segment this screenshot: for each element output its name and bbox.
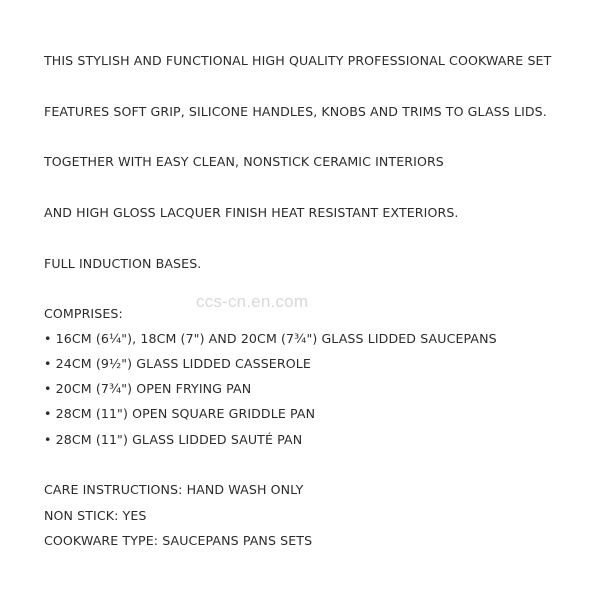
description-line-3: TOGETHER WITH EASY CLEAN, NONSTICK CERAMIC INTERIORS [44,154,444,169]
description-line-2: FEATURES SOFT GRIP, SILICONE HANDLES, KNOBS AND TRIMS TO GLASS LIDS. [44,104,547,119]
description-line-1: THIS STYLISH AND FUNCTIONAL HIGH QUALITY PROFESSIONAL COOKWARE SET [44,53,552,68]
care-instructions: CARE INSTRUCTIONS: HAND WASH ONLY [44,482,304,497]
comprises-item: • 24CM (9½") GLASS LIDDED CASSEROLE [44,356,311,371]
watermark: ccs-cn.en.com [196,292,309,311]
comprises-item: • 16CM (6¼"), 18CM (7") AND 20CM (7¾") GLASS LIDDED SAUCEPANS [44,331,497,346]
description-line-5: FULL INDUCTION BASES. [44,256,202,271]
non-stick-spec: NON STICK: YES [44,508,147,523]
comprises-item: • 20CM (7¾") OPEN FRYING PAN [44,381,252,396]
comprises-heading: COMPRISES: [44,306,123,321]
description-line-4: AND HIGH GLOSS LACQUER FINISH HEAT RESISTANT EXTERIORS. [44,205,459,220]
comprises-item: • 28CM (11") GLASS LIDDED SAUTÉ PAN [44,432,303,447]
comprises-item: • 28CM (11") OPEN SQUARE GRIDDLE PAN [44,406,316,421]
cookware-type-spec: COOKWARE TYPE: SAUCEPANS PANS SETS [44,533,313,548]
